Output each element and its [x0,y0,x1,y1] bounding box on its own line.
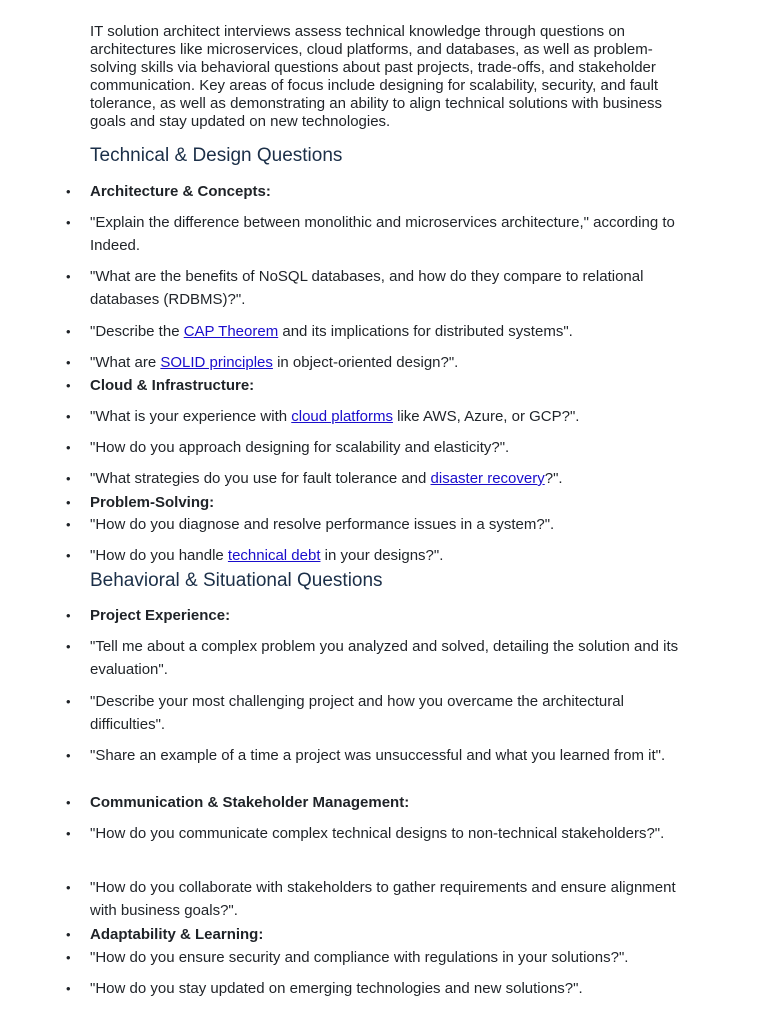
category-label: Architecture & Concepts: [90,183,271,200]
category-label: Problem-Solving: [90,494,215,511]
question-text: "How do you collaborate with stakeholders to gather requirements and ensure alignment with business goals?". [90,879,676,919]
bullet-icon: • [66,795,71,810]
bullet-icon: • [66,355,71,370]
intro-paragraph: IT solution architect interviews assess technical knowledge through questions on architectures like microservices, cloud platforms, and databases, as well as problem-solving skills via behavioral questions about past projects, trade-offs, and stakeholder communication. Key areas of focus include designing for scalability, security, and fault tolerance, as well as demonstrating an ability to align technical solutions with business goals and stay updated on new technologies. [90,23,662,130]
bullet-icon: • [66,378,71,393]
list-item [66,923,680,946]
category-label: Project Experience: [90,607,231,624]
bullet-icon: • [66,608,71,623]
list-item [66,513,680,536]
bullet-icon: • [66,639,71,654]
category-label: Cloud & Infrastructure: [90,377,255,394]
cloud-platforms-link[interactable]: cloud platforms [291,408,393,425]
section-heading-behavioral: Behavioral & Situational Questions [90,570,383,591]
question-text: "What are the benefits of NoSQL databases, and how do they compare to relational databases (RDBMS)?". [90,268,644,308]
disaster-recovery-link[interactable]: disaster recovery [430,470,545,487]
bullet-icon: • [66,826,71,841]
bullet-icon: • [66,215,71,230]
bullet-icon: • [66,184,71,199]
question-text: "How do you diagnose and resolve performance issues in a system?". [90,516,555,533]
list-item [66,791,680,814]
question-text: "Tell me about a complex problem you analyzed and solved, detailing the solution and its evaluation". [90,638,679,678]
bullet-icon: • [66,981,71,996]
bullet-icon: • [66,748,71,763]
bullet-icon: • [66,409,71,424]
list-item [66,946,680,969]
list-item [66,876,680,922]
bullet-icon: • [66,440,71,455]
bullet-icon: • [66,880,71,895]
question-text-pre: "How do you handle [90,547,228,564]
list-item [66,405,680,428]
question-text: "How do you ensure security and compliance with regulations in your solutions?". [90,949,629,966]
question-text-pre: "What is your experience with [90,408,292,425]
list-item [66,544,680,567]
list-item [66,265,680,311]
list-item [66,374,680,397]
list-item [66,491,680,514]
question-text-post: ?". [544,470,563,487]
bullet-icon: • [66,694,71,709]
question-text: "How do you stay updated on emerging technologies and new solutions?". [90,980,583,997]
list-item [66,436,680,459]
bullet-icon: • [66,548,71,563]
category-label: Adaptability & Learning: [90,926,264,943]
bullet-icon: • [66,495,71,510]
question-text: "How do you communicate complex technical designs to non-technical stakeholders?". [90,825,665,842]
cap-theorem-link[interactable]: CAP Theorem [183,323,279,340]
list-item [66,822,680,845]
question-text: "Describe your most challenging project and how you overcame the architectural difficulties". [90,693,624,733]
question-text: "How do you approach designing for scalability and elasticity?". [90,439,510,456]
question-text-pre: "Describe the [90,323,184,340]
bullet-icon: • [66,324,71,339]
solid-principles-link[interactable]: SOLID principles [160,354,273,371]
list-item [66,690,680,736]
bullet-icon: • [66,927,71,942]
question-text: "Share an example of a time a project was unsuccessful and what you learned from it". [90,747,666,764]
question-text-post: like AWS, Azure, or GCP?". [392,408,580,425]
technical-debt-link[interactable]: technical debt [227,547,321,564]
question-text-post: in your designs?". [320,547,444,564]
list-item [66,604,680,627]
list-item [66,977,680,1000]
section-heading-technical: Technical & Design Questions [90,145,343,166]
list-item [66,320,680,343]
category-label: Communication & Stakeholder Management: [90,794,410,811]
list-item [66,467,680,490]
question-text-pre: "What are [90,354,161,371]
question-text-pre: "What strategies do you use for fault tolerance and [90,470,431,487]
bullet-icon: • [66,269,71,284]
bullet-icon: • [66,950,71,965]
list-item [66,211,680,257]
question-text: "Explain the difference between monolithic and microservices architecture," according to Indeed. [90,214,675,254]
bullet-icon: • [66,517,71,532]
question-text-post: in object-oriented design?". [272,354,459,371]
list-item [66,351,680,374]
list-item [66,180,680,203]
bullet-icon: • [66,471,71,486]
question-text-post: and its implications for distributed systems". [278,323,573,340]
list-item [66,744,680,767]
list-item [66,635,680,681]
